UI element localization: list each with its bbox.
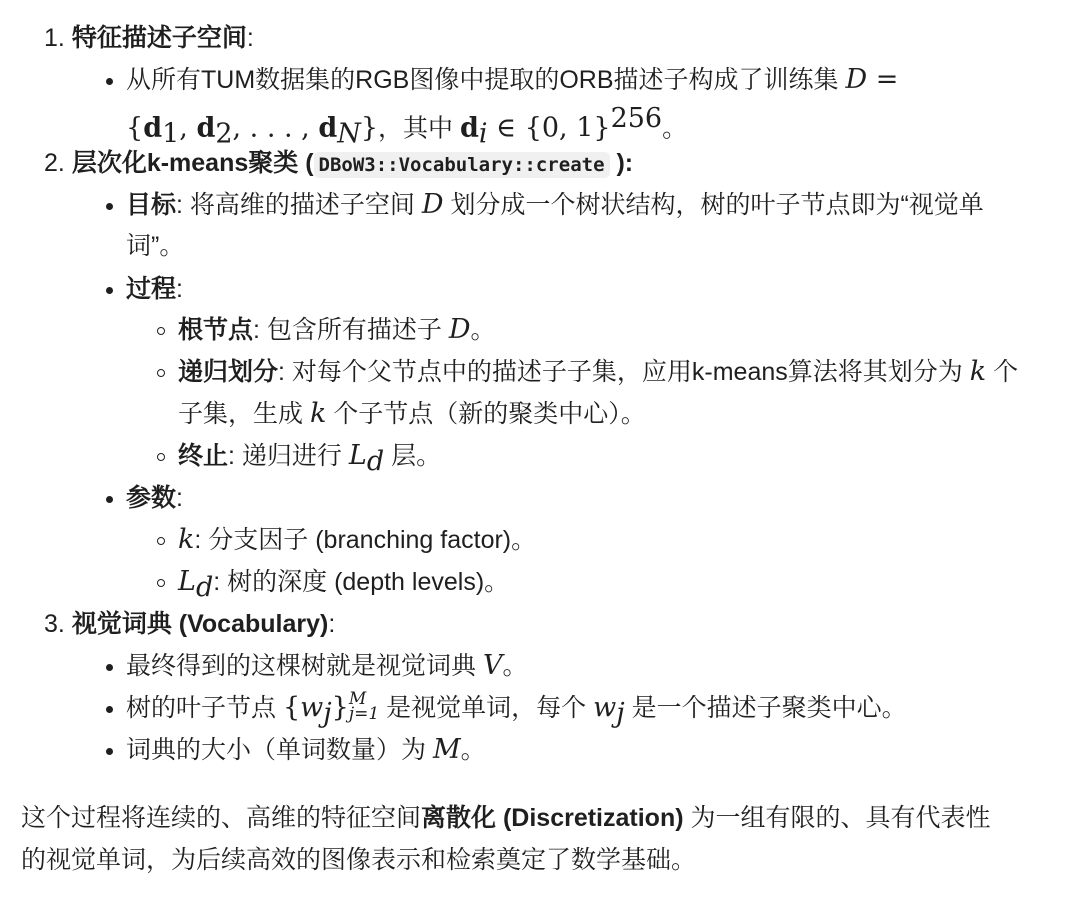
paragraph-bold: 离散化 (Discretization) <box>421 804 684 832</box>
paragraph-line-2 <box>21 843 696 877</box>
list-item-3-heading <box>44 607 335 641</box>
item-title-end: ): <box>616 149 634 177</box>
math-sub: 2 <box>215 118 233 150</box>
bullet-text: 划分成一个树状结构，树的叶子节点即为“视觉单 <box>450 191 984 219</box>
math-L: L <box>348 440 367 471</box>
bullet-text: 树的叶子节点 <box>126 694 277 722</box>
item-title: 层次化k-means聚类 ( <box>71 149 314 177</box>
math-sub: N <box>337 118 361 150</box>
math-sup: 256 <box>610 103 663 134</box>
list-number: 1. <box>44 24 65 52</box>
bullet-text: 个子节点（新的聚类中心）。 <box>333 400 646 428</box>
bullet-text: 子集，生成 <box>178 400 304 428</box>
math-sub: d <box>195 572 214 603</box>
paragraph-line-1 <box>21 801 991 835</box>
math-sub: j <box>323 698 332 729</box>
bullet-text: 从所有TUM数据集的RGB图像中提取的ORB描述子构成了训练集 <box>126 66 839 94</box>
bullet-text: : 树的深度 (depth levels)。 <box>213 568 510 596</box>
bullet-icon <box>106 78 113 85</box>
math-brace: } <box>360 112 379 144</box>
math-k: k <box>309 398 327 429</box>
sub-bullet-root <box>178 313 496 347</box>
math-dots: , . . . , <box>232 112 319 144</box>
inline-code: DBoW3::Vocabulary::create <box>314 152 610 178</box>
list-item-1-heading <box>44 21 254 55</box>
circle-bullet-icon <box>157 537 165 545</box>
bullet-end: 。 <box>470 316 496 344</box>
bullet-size <box>126 733 486 767</box>
math-sup: M <box>348 689 367 710</box>
bullet-training-set <box>126 63 898 97</box>
bullet-text: : 分支因子 (branching factor)。 <box>194 526 537 554</box>
bullet-goal-cont <box>126 229 184 263</box>
math-sub: i <box>478 118 488 150</box>
bullet-goal <box>126 188 984 222</box>
bullet-text: 词”。 <box>126 232 185 260</box>
bullet-text: : 将高维的描述子空间 <box>176 191 415 219</box>
list-number: 3. <box>44 610 65 638</box>
bullet-vocabulary <box>126 649 527 683</box>
sub-bullet-recursive <box>178 355 1018 389</box>
bullet-label: 递归划分 <box>178 358 279 386</box>
bullet-icon <box>106 203 113 210</box>
math-w: w <box>300 692 324 723</box>
math-sub: d <box>366 446 385 477</box>
paragraph-text: 的视觉单词，为后续高效的图像表示和检索奠定了数学基础。 <box>21 846 697 874</box>
bullet-label: 根节点 <box>178 316 254 344</box>
item-colon: : <box>246 24 254 52</box>
math-sub: j <box>616 698 625 729</box>
math-V: V <box>482 650 503 681</box>
bullet-text: : 递归进行 <box>228 442 342 470</box>
math-D: D <box>448 314 471 345</box>
math-brace: { <box>126 112 144 144</box>
math-limits <box>348 689 380 725</box>
bullet-training-set-cont <box>126 102 687 151</box>
math-M: M <box>432 734 461 765</box>
bullet-icon <box>106 496 113 503</box>
bullet-label: 目标 <box>126 191 177 219</box>
bullet-icon <box>106 287 113 294</box>
bullet-icon <box>106 706 113 713</box>
bullet-end: 。 <box>662 114 688 143</box>
paragraph-text: 为一组有限的、具有代表性 <box>690 804 991 832</box>
bullet-params <box>126 481 183 515</box>
circle-bullet-icon <box>157 579 165 587</box>
math-k: k <box>969 356 987 387</box>
math-L: L <box>178 566 196 597</box>
sub-bullet-k <box>178 523 536 557</box>
bullet-colon: : <box>176 484 183 512</box>
bullet-text: : 包含所有描述子 <box>253 316 442 344</box>
circle-bullet-icon <box>157 369 165 377</box>
circle-bullet-icon <box>157 453 165 461</box>
math-sub: 1 <box>162 118 180 150</box>
math-k: k <box>178 524 195 555</box>
bullet-icon <box>106 664 113 671</box>
bullet-end: 。 <box>460 736 486 764</box>
sub-bullet-terminate <box>178 439 441 479</box>
sub-bullet-recursive-cont <box>178 397 646 431</box>
math-d: d <box>460 112 479 144</box>
bullet-label: 过程 <box>126 275 177 303</box>
list-number: 2. <box>44 149 65 177</box>
bullet-text: 是一个描述子聚类中心。 <box>631 694 907 722</box>
math-d: d <box>196 112 216 144</box>
math-w: w <box>593 692 617 723</box>
math-d: d <box>143 112 163 144</box>
sub-bullet-Ld <box>178 565 509 605</box>
math-d: d <box>318 112 338 144</box>
paragraph-text: 这个过程将连续的、高维的特征空间 <box>21 804 422 832</box>
math-brace: { <box>282 692 301 723</box>
bullet-icon <box>106 748 113 755</box>
bullet-leaf-nodes <box>126 691 907 731</box>
bullet-text: 是视觉单词，每个 <box>386 694 587 722</box>
bullet-text: ，其中 <box>378 114 454 143</box>
list-item-2-heading <box>44 146 633 182</box>
item-title: 特征描述子空间 <box>71 24 247 52</box>
bullet-colon: : <box>176 275 183 303</box>
item-title: 视觉词典 (Vocabulary) <box>71 610 329 638</box>
bullet-text: : 对每个父节点中的描述子子集，应用k-means算法将其划分为 <box>278 358 963 386</box>
bullet-text: 个 <box>993 358 1019 386</box>
math-sep: , <box>179 112 197 144</box>
bullet-text: 词典的大小（单词数量）为 <box>126 736 427 764</box>
circle-bullet-icon <box>157 327 165 335</box>
math-brace: } <box>331 692 349 723</box>
math-sub: j=1 <box>348 704 380 725</box>
math-D: D <box>421 189 444 220</box>
math-set: ∈ {0, 1} <box>487 112 611 144</box>
bullet-process <box>126 272 183 306</box>
bullet-end: 。 <box>502 652 528 680</box>
item-colon: : <box>328 610 336 638</box>
bullet-label: 终止 <box>178 442 229 470</box>
bullet-text: 最终得到的这棵树就是视觉词典 <box>126 652 477 680</box>
bullet-end: 层。 <box>391 442 442 470</box>
math-D: D = <box>845 64 899 95</box>
bullet-label: 参数 <box>126 484 177 512</box>
